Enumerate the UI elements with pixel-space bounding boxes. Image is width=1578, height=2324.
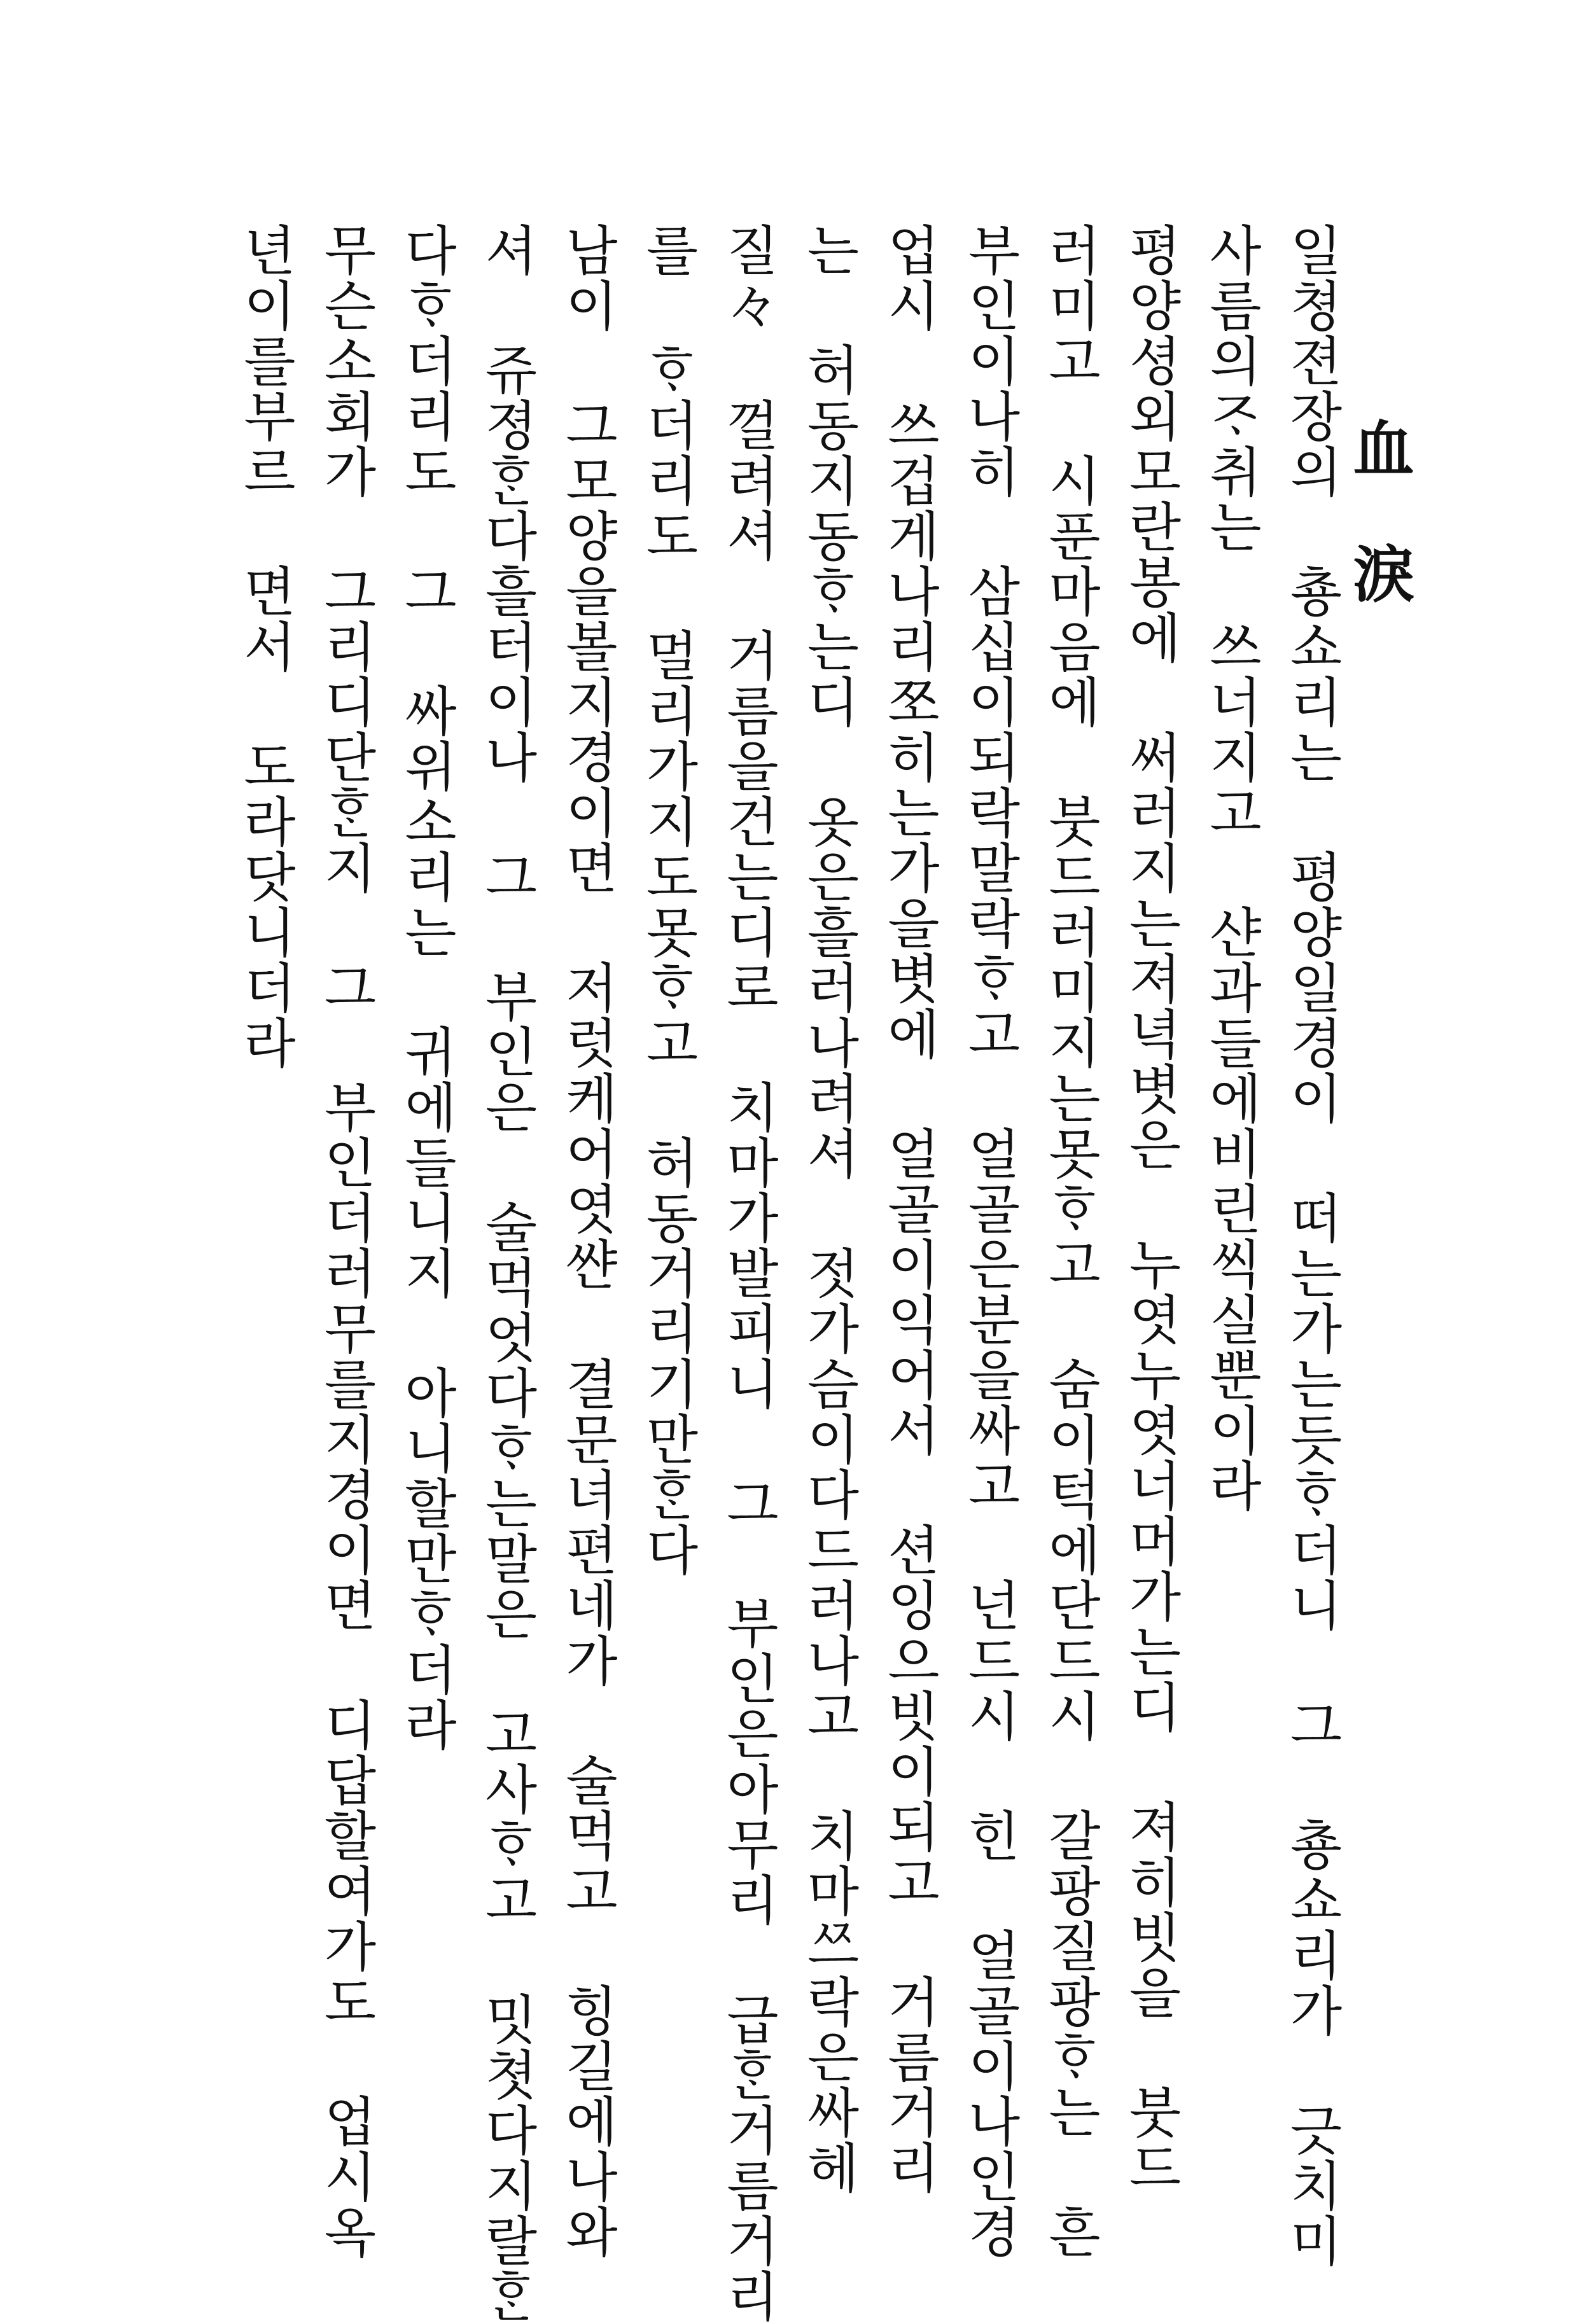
text-column: 부인이나히 삼십이되락말락ᄒᆞ고 얼골은분을싸고 넌드시 힌 얼골이나인경 [959,223,1021,2260]
text-column: 년이를부르 면서 도라닷니더라 [234,223,297,1071]
text-column: 무슨소회가 그리디단ᄒᆞᆫ지 그 부인더러무를지경이면 디답할여가도 업시옥 [315,223,377,2260]
text-column: 는 허동지동ᄒᆞ는디 옷은흘러나려셔 젓가슴이다드러나고 치마ᄶᅳ락은싸헤 [798,223,860,2195]
text-column: 러미고 시푼마음에 붓드러미지는못ᄒᆞ고 숨이턱에단드시 갈팡질팡ᄒᆞ는 흔 [1039,223,1102,2260]
text-column: 사름의ᄌᆞ취는 쓰너지고 샨과들에비린씩실뿐이라 [1200,223,1263,1513]
text-column: 업시 쓰겁게나리쪼히는가을볏에 얼골이익어서 션잉으빗이되고 거름거리 [878,223,941,2195]
text-column: 를 ᄒᆞ더리도 멀리가지도못ᄒᆞ고 허동거리기만ᄒᆞᆫ다 [637,223,699,1578]
text-column: 평양셩외모란봉에 써러지는져녁볏은 누엿누엿너머가는디 져히빗을 붓드 [1120,223,1182,2195]
text-column: 다ᄒᆞ더리도 그 싸위소리는 귀에들니지 아니할만ᄒᆞ더라 [395,223,458,1753]
text-column: 질々 껄려셔 거름을건는디로 치마가발피니 그 부인은아무리 급ᄒᆞᆫ거름거리 [717,223,780,2324]
text-column: 남이 그모양을볼지경이면 저럿케어엿쌴 결문녀편네가 술먹고 힝길에나와 [556,223,619,2260]
text-column: 셔 쥬졍ᄒᆞᆫ다흘터이나 그 부인은 술먹엇다ᄒᆞ는말은 고사ᄒᆞ고 밋쳣다지랄ᄒᆞᆫ [476,223,538,2324]
page-title: 血 淚 [1343,417,1415,625]
text-column: 일쳥젼장의 춍쇼리는 평양일경이 떠는가는듯ᄒᆞ더니 그 춍쇼리가 긋치미 [1281,223,1343,2269]
body-text [194,223,1352,2324]
